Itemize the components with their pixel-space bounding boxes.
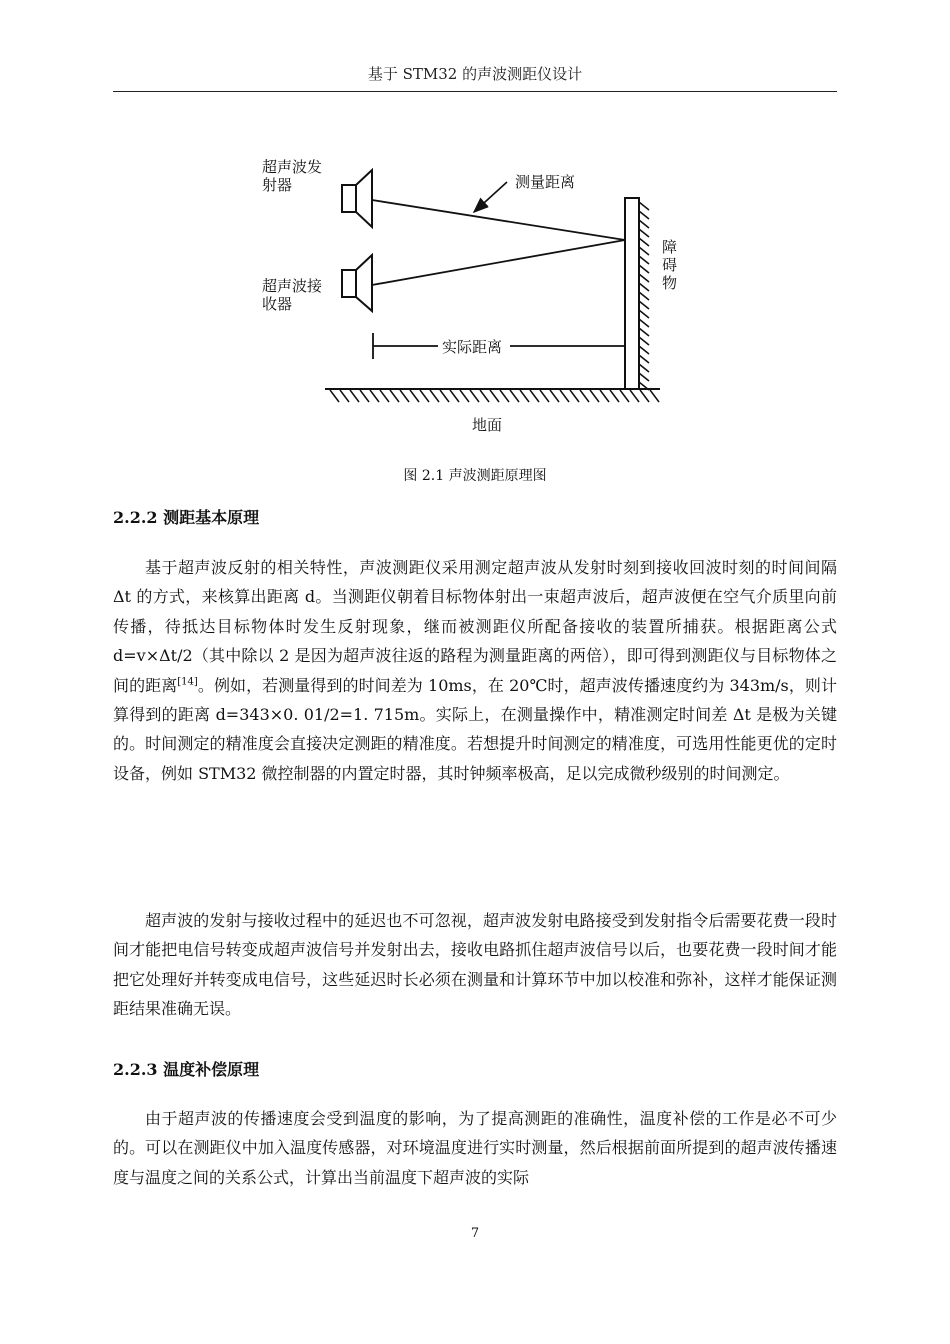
ground-hatch-line [650,390,659,402]
header-rule [113,91,837,92]
ground-hatch-line [630,390,639,402]
paragraph-text: 基于超声波反射的相关特性，声波测距仪采用测定超声波从发射时刻到接收回波时刻的时间间隔 Δt 的方式，来核算出距离 d。当测距仪朝着目标物体射出一束超声波后，超声波便在空气介质里向前传播，待抵达目标物体时发生反射现象，继而被测距仪所配备接收的装置所捕获。根据距离公式 d=v×Δt/2（其中除以 2 是因为超声波往返的路程为测量距离的两倍），即可得到测距仪与目标物体之间的距离 [113,558,837,695]
ground-hatch-line [470,390,479,402]
wall-hatch-line [639,211,649,219]
measured-distance-arrow-icon [474,182,507,212]
ground-hatch-line [640,390,649,402]
wall-hatch-line [639,301,649,309]
ground-hatch-line [440,390,449,402]
ground-hatch-line [550,390,559,402]
reflected-wave-path [372,240,625,285]
ground-hatch-line [400,390,409,402]
wall-hatch-line [639,328,649,336]
wall-hatch-line [639,274,649,282]
wall-hatch-line [639,364,649,372]
wall-hatch-line [639,247,649,255]
ground-hatch-line [430,390,439,402]
ground-hatch-line [510,390,519,402]
wall-hatch-line [639,229,649,237]
ultrasonic-ranging-diagram [250,148,700,448]
receiver-speaker-icon [342,255,372,311]
wall-hatch-line [639,238,649,246]
ground-hatch-line [530,390,539,402]
ground-hatch-line [600,390,609,402]
ground-hatch-line [570,390,579,402]
obstacle-label-char1: 障 [662,238,678,256]
obstacle-label-char3: 物 [662,274,678,292]
emitter-label-line2: 射器 [262,176,293,194]
receiver-label-line2: 收器 [262,295,293,313]
ground-hatch-line [620,390,629,402]
wall-hatch-line [639,265,649,273]
ground-hatch-line [490,390,499,402]
ground-hatch-line [390,390,399,402]
wall-hatch-line [639,319,649,327]
emitter-speaker-icon [342,170,372,227]
actual-distance-label: 实际距离 [442,338,503,356]
wall-hatch-line [639,292,649,300]
ground-hatch-line [450,390,459,402]
section-heading-2-2-2: 2.2.2 测距基本原理 [113,508,260,527]
ground-hatch-line [610,390,619,402]
measured-distance-label: 测量距离 [515,173,576,191]
wall-hatch-line [639,220,649,228]
ground-hatch-line [500,390,509,402]
wall-hatch-line [639,355,649,363]
ground-hatch-line [350,390,359,402]
wall-hatch-line [639,373,649,381]
receiver-label-line1: 超声波接 [262,277,323,295]
diagram-svg [250,148,700,448]
running-header: 基于 STM32 的声波测距仪设计 [367,65,583,83]
ground-hatch-line [370,390,379,402]
ground-hatch-line [560,390,569,402]
ground-hatching [330,390,659,402]
citation-ref: [14] [177,676,198,688]
ground-hatch-line [520,390,529,402]
figure-caption: 图 2.1 声波测距原理图 [403,468,547,484]
paragraph-temperature-compensation: 由于超声波的传播速度会受到温度的影响，为了提高测距的准确性，温度补偿的工作是必不可少的。可以在测距仪中加入温度传感器，对环境温度进行实时测量，然后根据前面所提到的超声波传播速度与温度之间的关系公式，计算出当前温度下超声波的实际 [113,1109,837,1187]
wall-hatch-line [639,283,649,291]
ground-hatch-line [420,390,429,402]
ground-label: 地面 [472,416,503,434]
page-number: 7 [470,1226,480,1241]
paragraph-ranging-principle [113,553,837,788]
ground-hatch-line [360,390,369,402]
obstacle-wall [625,198,649,390]
ground-hatch-line [580,390,589,402]
paragraph-text-continued: 。例如，若测量得到的时间差为 10ms，在 20℃时，超声波传播速度约为 343m/s，则计算得到的距离 d=343×0. 01/2=1. 715m。实际上，在测量操作中，精准测定时间差 Δt 是极为关键的。时间测定的精准度会直接决定测距的精准度。若想提升时间测定的精准度，可选用性能更优的定时设备，例如 STM32 微控制器的内置定时器，其时钟频率极高，足以完成微秒级别的时间测定。 [113,675,837,783]
ground-hatch-line [460,390,469,402]
emitter-label-line1: 超声波发 [262,158,323,176]
ground-hatch-line [340,390,349,402]
emitted-wave-path [372,200,625,240]
obstacle-label-char2: 碍 [662,256,678,274]
ground-hatch-line [480,390,489,402]
wall-hatch-line [639,310,649,318]
ground-hatch-line [380,390,389,402]
ground-hatch-line [540,390,549,402]
paragraph-delay-compensation: 超声波的发射与接收过程中的延迟也不可忽视，超声波发射电路接受到发射指令后需要花费一段时间才能把电信号转变成超声波信号并发射出去，接收电路抓住超声波信号以后，也要花费一段时间才能把它处理好并转变成电信号，这些延迟时长必须在测量和计算环节中加以校准和弥补，这样才能保证测距结果准确无误。 [113,911,837,1019]
wall-hatch-line [639,202,649,210]
wall-hatch-line [639,256,649,264]
ground-hatch-line [330,390,339,402]
ground-hatch-line [410,390,419,402]
ground-hatch-line [590,390,599,402]
section-heading-2-2-3: 2.2.3 温度补偿原理 [113,1060,260,1079]
wall-hatch-line [639,337,649,345]
wall-hatch-line [639,346,649,354]
